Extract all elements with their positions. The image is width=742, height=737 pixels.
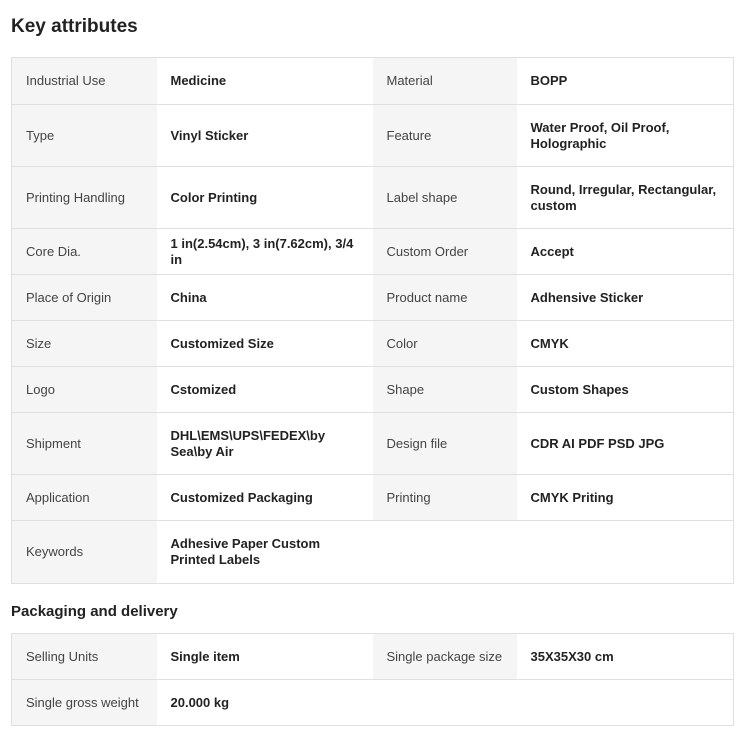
empty-cell <box>373 521 517 584</box>
attribute-value: DHL\EMS\UPS\FEDEX\by Sea\by Air <box>157 413 373 475</box>
attribute-value: China <box>157 275 373 321</box>
table-row <box>12 634 734 680</box>
table-row <box>12 58 734 105</box>
attribute-label: Material <box>373 58 517 105</box>
attribute-value: Round, Irregular, Rectangular, custom <box>517 167 734 229</box>
attribute-label: Keywords <box>12 521 157 584</box>
key-attributes-table <box>11 57 734 584</box>
table-row <box>12 413 734 475</box>
key-attributes-heading: Key attributes <box>11 16 138 37</box>
attribute-label: Color <box>373 321 517 367</box>
table-row <box>12 167 734 229</box>
attribute-value: 1 in(2.54cm), 3 in(7.62cm), 3/4 in <box>157 229 373 275</box>
attribute-value: Color Printing <box>157 167 373 229</box>
attribute-value: Adhensive Sticker <box>517 275 734 321</box>
table-row <box>12 680 734 726</box>
attribute-label: Single package size <box>373 634 517 680</box>
attribute-label: Logo <box>12 367 157 413</box>
packaging-table <box>11 633 734 726</box>
attribute-label: Size <box>12 321 157 367</box>
attribute-value: BOPP <box>517 58 734 105</box>
attribute-value: Customized Packaging <box>157 475 373 521</box>
attribute-label: Type <box>12 105 157 167</box>
empty-cell <box>517 521 734 584</box>
attribute-value: Adhesive Paper Custom Printed Labels <box>157 521 373 584</box>
attribute-value: 35X35X30 cm <box>517 634 734 680</box>
attribute-value: Custom Shapes <box>517 367 734 413</box>
attribute-label: Custom Order <box>373 229 517 275</box>
table-row <box>12 275 734 321</box>
attribute-label: Printing <box>373 475 517 521</box>
attribute-label: Design file <box>373 413 517 475</box>
attribute-label: Industrial Use <box>12 58 157 105</box>
attribute-value: CDR AI PDF PSD JPG <box>517 413 734 475</box>
table-row <box>12 105 734 167</box>
attribute-value: Vinyl Sticker <box>157 105 373 167</box>
attribute-label: Place of Origin <box>12 275 157 321</box>
attribute-value: Medicine <box>157 58 373 105</box>
table-row <box>12 321 734 367</box>
attribute-label: Single gross weight <box>12 680 157 726</box>
attribute-value: Customized Size <box>157 321 373 367</box>
attribute-label: Printing Handling <box>12 167 157 229</box>
table-row <box>12 521 734 584</box>
empty-cell <box>373 680 517 726</box>
attribute-label: Feature <box>373 105 517 167</box>
table-row <box>12 367 734 413</box>
attribute-label: Label shape <box>373 167 517 229</box>
attribute-label: Selling Units <box>12 634 157 680</box>
attribute-value: CMYK <box>517 321 734 367</box>
packaging-heading: Packaging and delivery <box>11 603 178 620</box>
attribute-label: Application <box>12 475 157 521</box>
attribute-value: CMYK Priting <box>517 475 734 521</box>
attribute-value: Accept <box>517 229 734 275</box>
attribute-value: Water Proof, Oil Proof, Holographic <box>517 105 734 167</box>
attribute-label: Shipment <box>12 413 157 475</box>
attribute-label: Product name <box>373 275 517 321</box>
attribute-value: 20.000 kg <box>157 680 373 726</box>
empty-cell <box>517 680 734 726</box>
attribute-label: Core Dia. <box>12 229 157 275</box>
table-row <box>12 475 734 521</box>
attribute-label: Shape <box>373 367 517 413</box>
attribute-value: Single item <box>157 634 373 680</box>
attribute-value: Cstomized <box>157 367 373 413</box>
table-row <box>12 229 734 275</box>
